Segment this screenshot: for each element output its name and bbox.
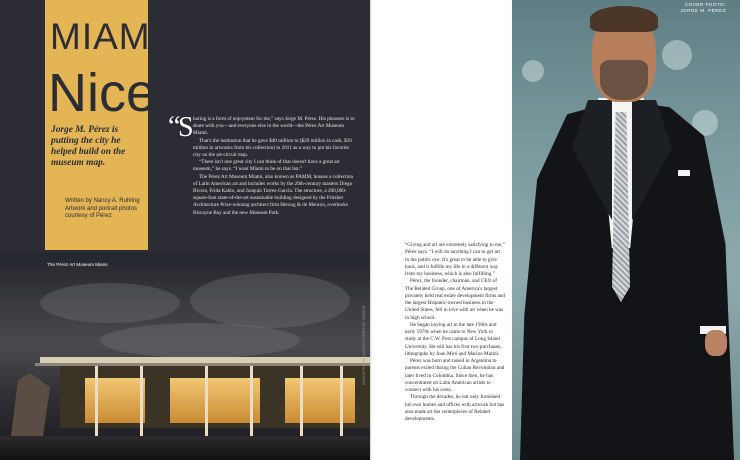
pocket-square (678, 170, 690, 176)
drop-cap: S (178, 112, 194, 143)
article-deck: Jorge M. Pérez is putting the city he helped build on the museum map. (51, 125, 126, 168)
beard (600, 60, 648, 100)
column (95, 366, 98, 436)
photo-caption: The Pérez Art Museum Miami (47, 262, 108, 267)
paragraph: Through the decades, he not only furnished his own homes and offices with artwork but has also made art the centerpieces of Related developments. (405, 394, 505, 422)
hair (590, 6, 658, 32)
portrait-credit-name: JORGE M. PÉREZ (680, 7, 726, 13)
byline-author: Written by Nancy A. Ruhling (65, 198, 140, 204)
bokeh-light (522, 60, 544, 82)
hand (705, 330, 727, 356)
cloud (190, 273, 350, 328)
plaza (0, 436, 370, 460)
paragraph: “Giving and art are extremely satisfying to me,” Pérez says. “I will do anything I can to get art in the public eye. It's great to be able to give back, and it fulfills my life in a different way from my business, which is also fulfilling.” (405, 242, 505, 277)
column (140, 366, 143, 436)
column (250, 366, 253, 436)
paragraph: Pérez was born and raised in Argentina to parents exiled during the Cuban Revolution and later lived in Colombia. Since then, he has concentrated on Latin American artists to connect with his roots. (405, 358, 505, 393)
paragraph: The Pérez Art Museum Miami, also known as PAMM, houses a collection of Latin American art and includes works by the 20th-century masters Diego Rivera, Frida Kahlo, and Joaquín Torres-García. The structure, a 200,000-square-foot state-of-the-art sustainable building designed by the Pritzker Architecture Prize-winning architect firm Herzog & de Meuron, overlooks Biscayne Bay and the new Museum Park. (193, 173, 354, 216)
body-text-right (405, 242, 505, 423)
byline (65, 198, 145, 221)
cloud (100, 323, 300, 358)
lit-window (170, 378, 260, 423)
paragraph: He began buying art in the late 1960s and early 1970s when he came to New York to study at the C.W. Post campus of Long Island University. He still has his first two purchases, lithographs by Joan Miró and Marino Marini. (405, 321, 502, 357)
right-page (372, 0, 740, 460)
drop-quote-mark: “ (168, 111, 181, 142)
column (300, 366, 303, 436)
bokeh-light (662, 40, 692, 70)
lit-window (285, 378, 355, 423)
column (205, 366, 208, 436)
lit-window (85, 378, 145, 423)
museum-photo (0, 253, 370, 460)
portrait-photo (512, 0, 740, 460)
column (340, 366, 343, 436)
portrait-credit-label: COVER PHOTO: (684, 2, 726, 7)
cloud (40, 283, 180, 323)
paragraph: “There isn't one great city I can think of that doesn't have a great art museum,” he says. “I want Miami to be on that list.” (193, 159, 340, 173)
body-text-left (193, 116, 355, 217)
portrait-credit (666, 2, 726, 13)
paragraph: haring is a form of enjoyment for me,” says Jorge M. Pérez. His pleasure is to share with you—and everyone else in the world—the Pérez Art Museum Miami. (193, 116, 355, 137)
article-title-line1: MIAMI (50, 16, 162, 57)
paragraph: Pérez, the founder, chairman, and CEO of The Related Group, one of America's largest privately held real estate development firms and the largest Hispanic-owned business in the United States, fell in love with art when he was in high school. (405, 278, 505, 321)
paragraph: That's the institution that he gave $40 million to ($20 million in cash, $20 million in artworks from his collection) in 2011 as a way to put his favorite city on the art-circuit map. (193, 137, 352, 159)
byline-credit-2: courtesy of Pérez (65, 213, 112, 219)
byline-credit-1: Artwork and portrait photos (65, 205, 138, 212)
article-title-line2: Nice (48, 63, 157, 123)
photo-credit: MUSEUM PHOTO: COURTESY PÉREZ ART MUSEUM (362, 305, 366, 385)
